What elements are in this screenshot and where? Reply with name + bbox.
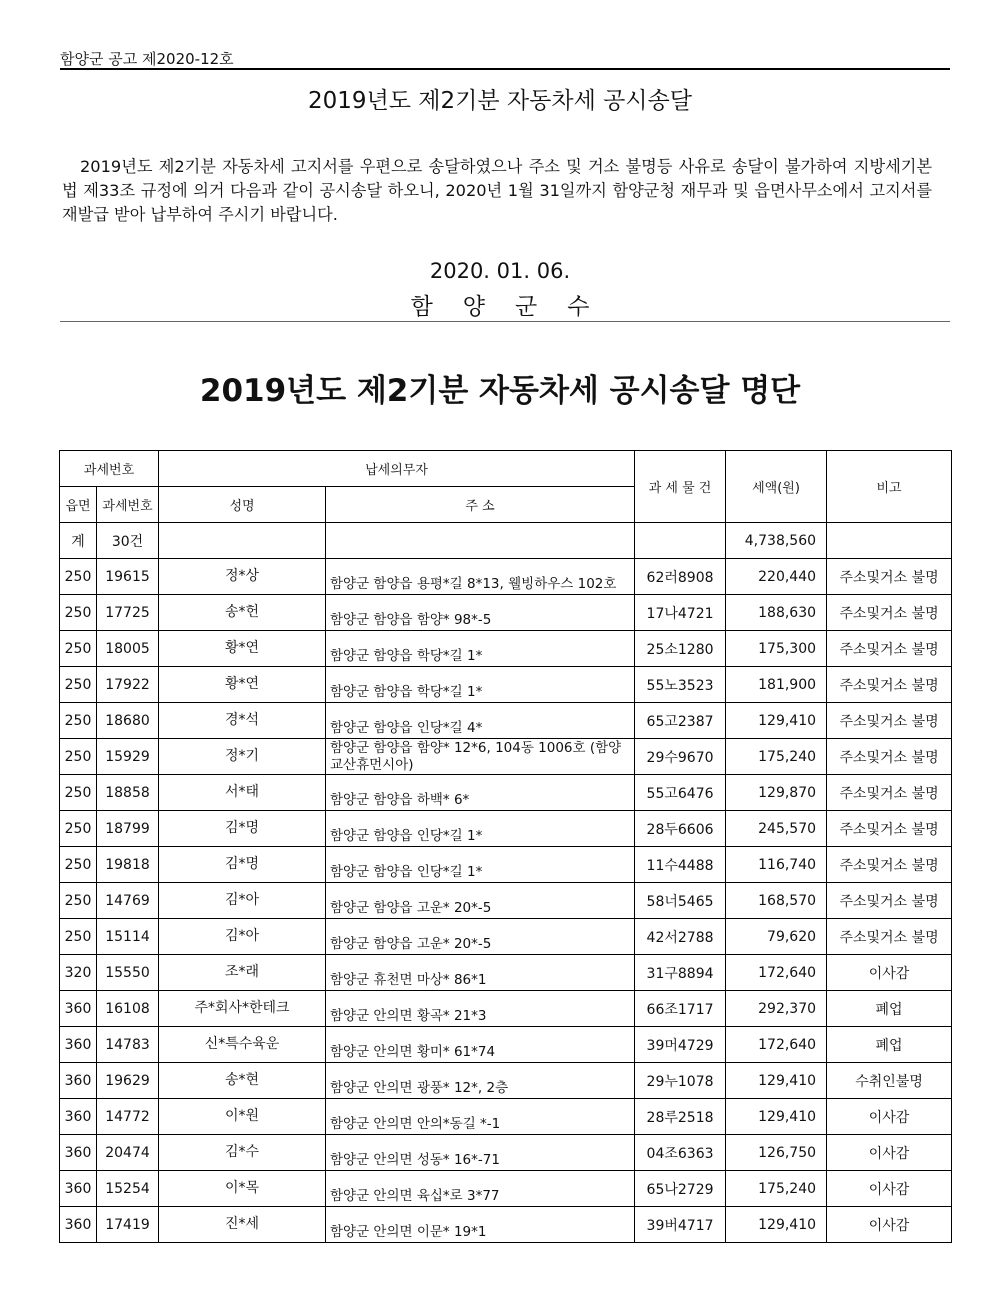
- row-address: 함양군 함양읍 함양* 12*6, 104동 1006호 (함양교산휴먼시아): [326, 739, 635, 775]
- total-row: [60, 523, 952, 559]
- row-amount: 175,240: [726, 739, 827, 775]
- row-remark: 주소및거소 불명: [827, 559, 952, 595]
- row-address: 함양군 안의면 이문* 19*1: [326, 1207, 635, 1243]
- row-tax-no: 17419: [97, 1207, 159, 1243]
- row-tax-no: 19818: [97, 847, 159, 883]
- row-tax-no: 15550: [97, 955, 159, 991]
- header-remark: 비고: [827, 451, 952, 523]
- row-name: 김*명: [159, 811, 326, 847]
- table-row: [60, 1207, 952, 1243]
- table-row: [60, 631, 952, 667]
- row-district: 250: [60, 667, 97, 703]
- row-tax-no: 14772: [97, 1099, 159, 1135]
- table-row: [60, 667, 952, 703]
- row-amount: 79,620: [726, 919, 827, 955]
- table-row: [60, 955, 952, 991]
- row-district: 250: [60, 631, 97, 667]
- row-district: 360: [60, 1099, 97, 1135]
- row-amount: 129,870: [726, 775, 827, 811]
- row-name: 경*석: [159, 703, 326, 739]
- row-remark: 주소및거소 불명: [827, 847, 952, 883]
- row-remark: 주소및거소 불명: [827, 919, 952, 955]
- row-remark: 이사감: [827, 1135, 952, 1171]
- row-object: 55노3523: [635, 667, 726, 703]
- row-address: 함양군 함양읍 용평*길 8*13, 웰빙하우스 102호: [326, 559, 635, 595]
- row-amount: 129,410: [726, 703, 827, 739]
- row-object: 17나4721: [635, 595, 726, 631]
- row-district: 360: [60, 1171, 97, 1207]
- table-row: [60, 1063, 952, 1099]
- row-name: 송*헌: [159, 595, 326, 631]
- row-address: 함양군 휴천면 마상* 86*1: [326, 955, 635, 991]
- header-tax-no: 과세번호: [97, 487, 159, 523]
- table-row: [60, 739, 952, 775]
- table-row: [60, 1099, 952, 1135]
- row-remark: 이사감: [827, 1171, 952, 1207]
- row-address: 함양군 함양읍 고운* 20*-5: [326, 883, 635, 919]
- header-object: 과 세 물 건: [635, 451, 726, 523]
- row-district: 250: [60, 919, 97, 955]
- row-district: 250: [60, 883, 97, 919]
- row-district: 250: [60, 811, 97, 847]
- row-object: 66조1717: [635, 991, 726, 1027]
- table-row: [60, 703, 952, 739]
- row-object: 25소1280: [635, 631, 726, 667]
- row-amount: 116,740: [726, 847, 827, 883]
- row-amount: 175,300: [726, 631, 827, 667]
- row-amount: 172,640: [726, 955, 827, 991]
- row-object: 28두6606: [635, 811, 726, 847]
- row-amount: 175,240: [726, 1171, 827, 1207]
- row-address: 함양군 안의면 황미* 61*74: [326, 1027, 635, 1063]
- row-remark: 주소및거소 불명: [827, 811, 952, 847]
- signer: 함양군수: [410, 294, 620, 320]
- row-district: 360: [60, 1063, 97, 1099]
- header-taxpayer: 납세의무자: [159, 451, 635, 487]
- row-address: 함양군 함양읍 인당*길 1*: [326, 811, 635, 847]
- notice-number: 함양군 공고 제2020-12호: [60, 50, 234, 68]
- row-remark: 이사감: [827, 1099, 952, 1135]
- row-name: 조*래: [159, 955, 326, 991]
- row-name: 정*상: [159, 559, 326, 595]
- row-name: 황*연: [159, 667, 326, 703]
- row-name: 김*아: [159, 883, 326, 919]
- row-object: 29수9670: [635, 739, 726, 775]
- row-address: 함양군 함양읍 인당*길 1*: [326, 847, 635, 883]
- row-name: 김*명: [159, 847, 326, 883]
- row-district: 320: [60, 955, 97, 991]
- table-row: [60, 1027, 952, 1063]
- row-tax-no: 19629: [97, 1063, 159, 1099]
- row-amount: 129,410: [726, 1207, 827, 1243]
- header-address: 주 소: [326, 487, 635, 523]
- row-name: 김*수: [159, 1135, 326, 1171]
- row-remark: 주소및거소 불명: [827, 739, 952, 775]
- row-amount: 129,410: [726, 1099, 827, 1135]
- taxpayer-table: [59, 450, 952, 1243]
- row-tax-no: 20474: [97, 1135, 159, 1171]
- row-tax-no: 15254: [97, 1171, 159, 1207]
- row-address: 함양군 안의면 광풍* 12*, 2층: [326, 1063, 635, 1099]
- table-row: [60, 595, 952, 631]
- row-object: 31구8894: [635, 955, 726, 991]
- table-row: [60, 847, 952, 883]
- row-amount: 126,750: [726, 1135, 827, 1171]
- table-row: [60, 775, 952, 811]
- row-remark: 주소및거소 불명: [827, 883, 952, 919]
- row-object: 42서2788: [635, 919, 726, 955]
- notice-title: 2019년도 제2기분 자동차세 공시송달: [308, 88, 692, 114]
- row-name: 김*아: [159, 919, 326, 955]
- row-name: 정*기: [159, 739, 326, 775]
- row-amount: 292,370: [726, 991, 827, 1027]
- row-amount: 168,570: [726, 883, 827, 919]
- row-name: 송*현: [159, 1063, 326, 1099]
- row-address: 함양군 함양읍 함양* 98*-5: [326, 595, 635, 631]
- notice-date: 2020. 01. 06.: [429, 259, 571, 283]
- row-district: 250: [60, 595, 97, 631]
- row-object: 29누1078: [635, 1063, 726, 1099]
- row-district: 360: [60, 1207, 97, 1243]
- row-name: 신*특수육운: [159, 1027, 326, 1063]
- row-address: 함양군 함양읍 인당*길 4*: [326, 703, 635, 739]
- row-object: 39머4729: [635, 1027, 726, 1063]
- row-remark: 주소및거소 불명: [827, 595, 952, 631]
- row-object: 39버4717: [635, 1207, 726, 1243]
- table-row: [60, 559, 952, 595]
- row-address: 함양군 함양읍 학당*길 1*: [326, 667, 635, 703]
- row-district: 250: [60, 775, 97, 811]
- row-remark: 이사감: [827, 1207, 952, 1243]
- row-object: 04조6363: [635, 1135, 726, 1171]
- row-tax-no: 14783: [97, 1027, 159, 1063]
- row-amount: 129,410: [726, 1063, 827, 1099]
- table-row: [60, 1135, 952, 1171]
- header-tax-number: 과세번호: [60, 451, 159, 487]
- row-address: 함양군 안의면 안의*동길 *-1: [326, 1099, 635, 1135]
- row-district: 250: [60, 703, 97, 739]
- section-divider: [60, 321, 950, 322]
- row-remark: 수취인불명: [827, 1063, 952, 1099]
- row-address: 함양군 안의면 육십*로 3*77: [326, 1171, 635, 1207]
- table-row: [60, 811, 952, 847]
- row-amount: 220,440: [726, 559, 827, 595]
- row-district: 360: [60, 1135, 97, 1171]
- row-tax-no: 18005: [97, 631, 159, 667]
- row-name: 황*연: [159, 631, 326, 667]
- row-district: 250: [60, 847, 97, 883]
- table-row: [60, 919, 952, 955]
- row-tax-no: 15929: [97, 739, 159, 775]
- row-tax-no: 15114: [97, 919, 159, 955]
- row-tax-no: 18858: [97, 775, 159, 811]
- row-remark: 폐업: [827, 1027, 952, 1063]
- header-divider: [60, 68, 950, 70]
- row-amount: 188,630: [726, 595, 827, 631]
- row-remark: 주소및거소 불명: [827, 667, 952, 703]
- row-object: 65고2387: [635, 703, 726, 739]
- row-amount: 181,900: [726, 667, 827, 703]
- row-amount: 172,640: [726, 1027, 827, 1063]
- table-row: [60, 991, 952, 1027]
- row-object: 65나2729: [635, 1171, 726, 1207]
- row-tax-no: 17725: [97, 595, 159, 631]
- row-object: 28루2518: [635, 1099, 726, 1135]
- total-count: 30건: [97, 523, 159, 559]
- row-tax-no: 17922: [97, 667, 159, 703]
- row-tax-no: 19615: [97, 559, 159, 595]
- row-name: 서*태: [159, 775, 326, 811]
- total-label: 계: [60, 523, 97, 559]
- row-tax-no: 18680: [97, 703, 159, 739]
- header-amount: 세액(원): [726, 451, 827, 523]
- row-address: 함양군 안의면 황곡* 21*3: [326, 991, 635, 1027]
- row-district: 250: [60, 739, 97, 775]
- row-object: 62러8908: [635, 559, 726, 595]
- header-district: 읍면: [60, 487, 97, 523]
- row-object: 58너5465: [635, 883, 726, 919]
- table-row: [60, 1171, 952, 1207]
- row-district: 250: [60, 559, 97, 595]
- row-address: 함양군 함양읍 고운* 20*-5: [326, 919, 635, 955]
- row-remark: 이사감: [827, 955, 952, 991]
- row-tax-no: 18799: [97, 811, 159, 847]
- row-name: 진*세: [159, 1207, 326, 1243]
- notice-body: 2019년도 제2기분 자동차세 고지서를 우편으로 송달하였으나 주소 및 거소 불명등 사유로 송달이 불가하여 지방세기본법 제33조 규정에 의거 다음과 같이 공시송달 하오니, 2020년 1월 31일까지 함양군청 재무과 및 읍면사무소에서 고지서를 재발급 받아 납부하여 주시기 바랍니다.: [62, 157, 932, 224]
- row-district: 360: [60, 1027, 97, 1063]
- row-name: 이*목: [159, 1171, 326, 1207]
- row-address: 함양군 함양읍 하백* 6*: [326, 775, 635, 811]
- list-title: 2019년도 제2기분 자동차세 공시송달 명단: [199, 373, 801, 409]
- row-amount: 245,570: [726, 811, 827, 847]
- row-name: 이*원: [159, 1099, 326, 1135]
- row-district: 360: [60, 991, 97, 1027]
- row-remark: 주소및거소 불명: [827, 631, 952, 667]
- row-tax-no: 16108: [97, 991, 159, 1027]
- row-name: 주*회사*한테크: [159, 991, 326, 1027]
- row-remark: 폐업: [827, 991, 952, 1027]
- total-amount: 4,738,560: [726, 523, 827, 559]
- row-object: 11수4488: [635, 847, 726, 883]
- row-remark: 주소및거소 불명: [827, 775, 952, 811]
- table-row: [60, 883, 952, 919]
- header-name: 성명: [159, 487, 326, 523]
- row-remark: 주소및거소 불명: [827, 703, 952, 739]
- row-address: 함양군 안의면 성동* 16*-71: [326, 1135, 635, 1171]
- row-object: 55고6476: [635, 775, 726, 811]
- row-address: 함양군 함양읍 학당*길 1*: [326, 631, 635, 667]
- row-tax-no: 14769: [97, 883, 159, 919]
